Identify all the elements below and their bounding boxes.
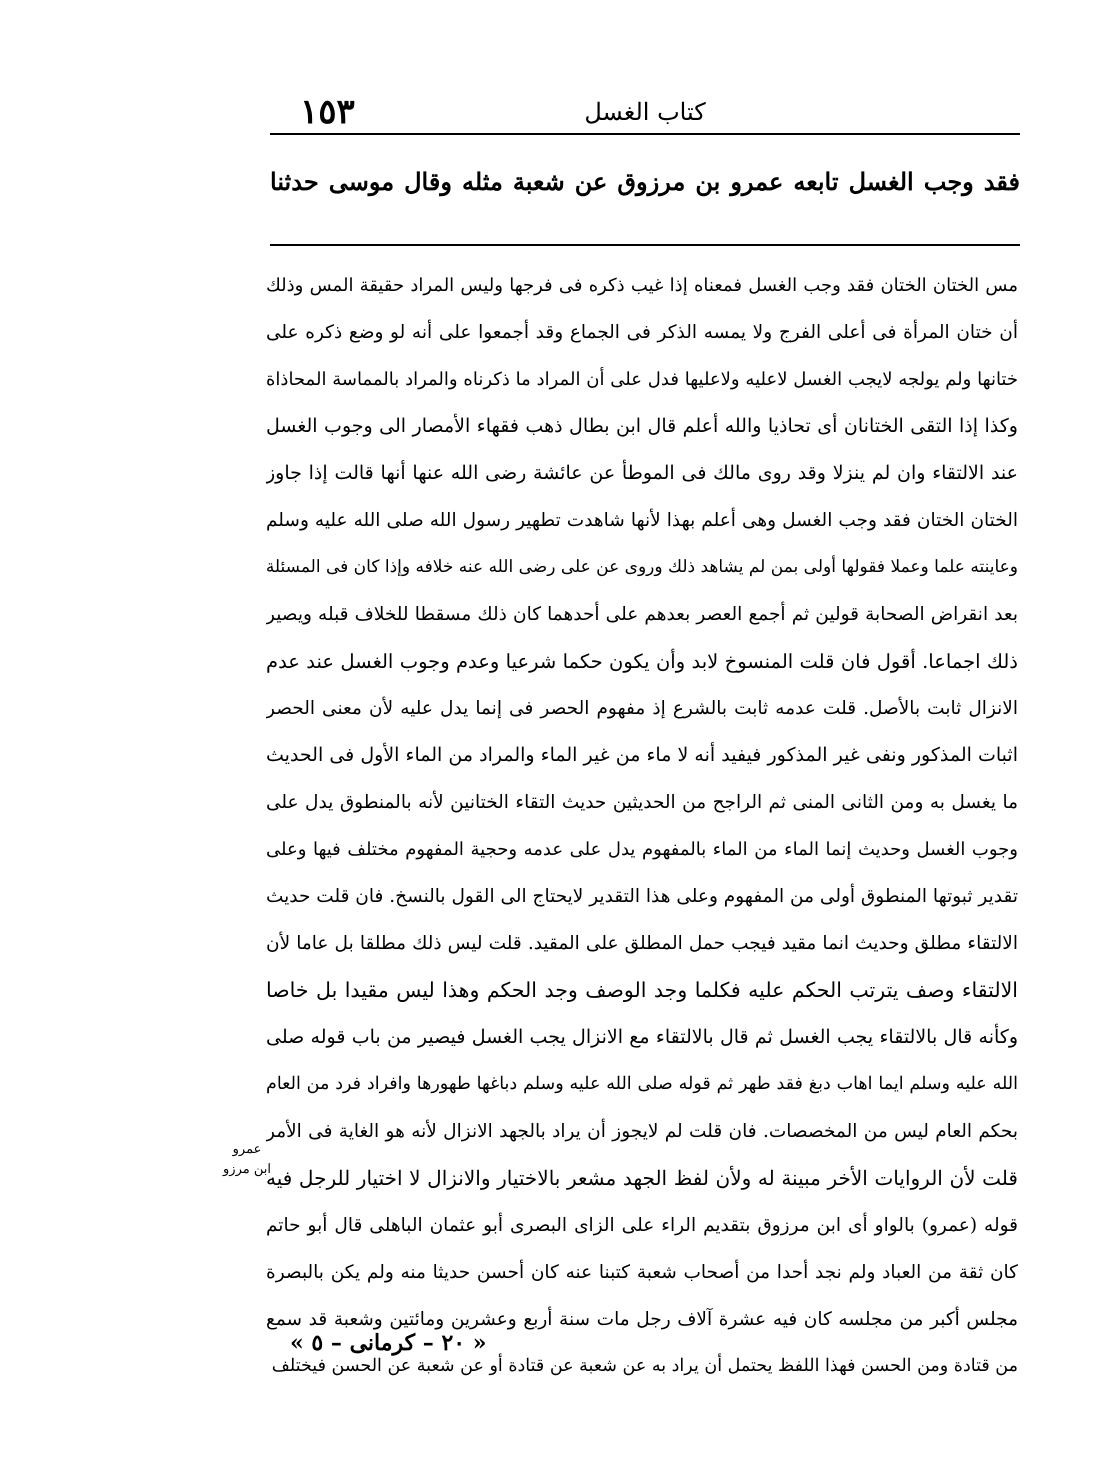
commentary-line: الالتقاء وصف يترتب الحكم عليه فكلما وجد الوصف وجد الحكم وهذا ليس مقيدا بل خاصا	[266, 978, 1018, 1002]
commentary-line: بحكم العام ليس من المخصصات. فان قلت لم لايجوز أن يراد بالجهد الانزال لأنه هو الغاية فى الأمر	[266, 1121, 1018, 1142]
commentary-line: اثبات المذكور ونفى غير المذكور فيفيد أنه لا ماء من غير الماء والمراد من الماء الأول فى الحديث	[266, 744, 1018, 766]
commentary-line: من قتادة ومن الحسن فهذا اللفظ يحتمل أن يراد به عن شعبة عن قتادة أو عن شعبة عن الحسن فيختلف	[271, 1356, 1018, 1376]
commentary-line: أن ختان المرأة فى أعلى الفرج ولا يمسه الذكر فى الجماع وقد أجمعوا على أنه لو وضع ذكره على	[266, 322, 1018, 343]
commentary-line: وعاينته علما وعملا فقولها أولى بمن لم يشاهد ذلك وروى عن على رضى الله عنه خلافه وإذا كان فى المسئلة	[266, 557, 1018, 577]
commentary-line: عند الالتقاء وان لم ينزلا وقد روى مالك فى الموطأ عن عائشة رضى الله عنها أنها قالت إذا جاوز	[266, 462, 1018, 484]
page-number: ١٥٣	[300, 92, 355, 132]
commentary-line: الالتقاء مطلق وحديث انما مقيد فيجب حمل المطلق على المقيد. قلت ليس ذلك مطلقا بل عاما لأن	[266, 933, 1018, 954]
commentary-line: مس الختان الختان فقد وجب الغسل فمعناه إذا غيب ذكره فى فرجها وليس المراد حقيقة المس وذلك	[266, 275, 1018, 296]
commentary-line: ختانها ولم يولجه لايجب الغسل لاعليه ولاعليها فدل على أن المراد ما ذكرناه والمراد بالمماسة المحاذاة	[266, 369, 1018, 390]
commentary-line: وكذا إذا التقى الختانان أى تحاذيا والله أعلم قال ابن بطال ذهب فقهاء الأمصار الى وجوب الغسل	[266, 415, 1018, 437]
page-footer: « ٢٠ – كرمانى – ٥ »	[290, 1330, 487, 1356]
commentary-line: تقدير ثبوتها المنطوق أولى من المفهوم وعلى هذا التقدير لايحتاج الى القول بالنسخ. فان قلت حديث	[266, 886, 1018, 907]
commentary-line: الله عليه وسلم ايما اهاب دبغ فقد طهر ثم قوله صلى الله عليه وسلم دباغها طهورها وافراد فرد من العام	[266, 1074, 1018, 1094]
commentary-line: وجوب الغسل وحديث إنما الماء من الماء بالمفهوم يدل على عدمه وحجية المفهوم مختلف فيها وعلى	[266, 839, 1018, 860]
commentary-line: مجلس أكبر من مجلسه كان فيه عشرة آلاف رجل مات سنة أربع وعشرين ومائتين وشعبة قد سمع	[266, 1309, 1018, 1330]
commentary-line: قلت لأن الروايات الأخر مبينة له ولأن لفظ الجهد مشعر بالاختيار والانزال لا اختيار للرجل فيه	[266, 1166, 1018, 1190]
commentary-line: وكأنه قال بالالتقاء يجب الغسل ثم قال بالالتقاء مع الانزال يجب الغسل فيصير من باب قوله صلى	[266, 1026, 1018, 1048]
commentary-line: كان ثقة من العباد ولم نجد أحدا من أصحاب شعبة كتبنا عنه كان أحسن حديثا منه ولم يكن بالبصرة	[266, 1262, 1018, 1283]
commentary-line: الختان الختان فقد وجب الغسل وهى أعلم بهذا لأنها شاهدت تطهير رسول الله صلى الله عليه وسلم	[266, 510, 1018, 531]
section-divider	[270, 244, 1020, 246]
margin-note-line: ابن مرزو	[223, 1162, 271, 1177]
commentary-line: بعد انقراض الصحابة قولين ثم أجمع العصر بعدهم على أحدهما كان ذلك مسقطا للخلاف قبله ويصير	[266, 604, 1018, 625]
margin-note	[222, 1140, 272, 1180]
commentary-line: ما يغسل به ومن الثانى المنى ثم الراجح من الحديثين حديث التقاء الختانين لأنه بالمنطوق يدل على	[266, 792, 1018, 813]
commentary-line: ذلك اجماعا. أقول فان قلت المنسوخ لابد وأن يكون حكما شرعيا وعدم وجوب الغسل عند عدم	[266, 650, 1018, 673]
commentary-line: الانزال ثابت بالأصل. قلت عدمه ثابت بالشرع إذ مفهوم الحصر فى إنما يدل عليه لأن معنى الحصر	[266, 698, 1018, 719]
margin-note-line: عمرو	[232, 1142, 262, 1157]
hadith-text: فقد وجب الغسل تابعه عمرو بن مرزوق عن شعبة مثله وقال موسى حدثنا	[270, 167, 1020, 196]
commentary-line: قوله (عمرو) بالواو أى ابن مرزوق بتقديم الراء على الزاى البصرى أبو عثمان الباهلى قال أبو حاتم	[266, 1215, 1018, 1236]
commentary-text	[266, 262, 1018, 1390]
page-header	[270, 92, 1020, 132]
header-rule	[270, 133, 1020, 135]
running-title: كتاب الغسل	[584, 98, 706, 126]
